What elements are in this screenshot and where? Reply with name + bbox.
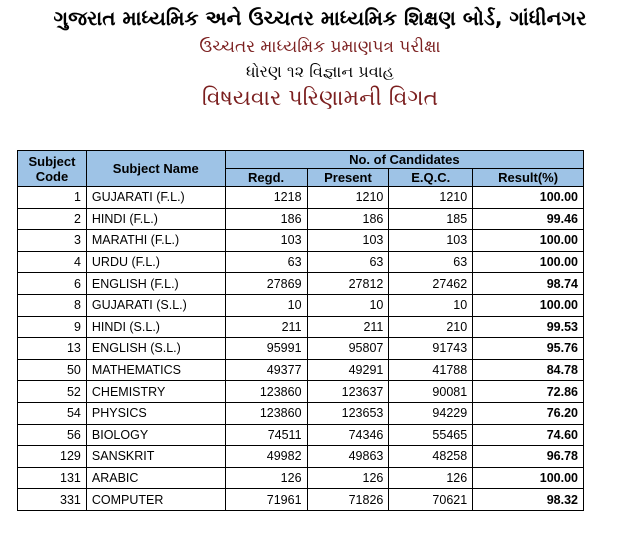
subject-name-cell: HINDI (F.L.) bbox=[86, 208, 225, 230]
eqc-cell: 27462 bbox=[389, 273, 473, 295]
present-cell: 49291 bbox=[307, 359, 389, 381]
table-row bbox=[18, 446, 584, 468]
eqc-cell: 94229 bbox=[389, 402, 473, 424]
present-cell: 95807 bbox=[307, 338, 389, 360]
subject-name-cell: SANSKRIT bbox=[86, 446, 225, 468]
eqc-cell: 1210 bbox=[389, 187, 473, 209]
subject-results-table bbox=[17, 150, 584, 511]
result-cell: 100.00 bbox=[473, 467, 584, 489]
result-cell: 96.78 bbox=[473, 446, 584, 468]
present-cell: 126 bbox=[307, 467, 389, 489]
eqc-cell: 10 bbox=[389, 294, 473, 316]
table-body bbox=[18, 187, 584, 511]
subject-code-cell: 50 bbox=[18, 359, 87, 381]
result-cell: 84.78 bbox=[473, 359, 584, 381]
table-row bbox=[18, 402, 584, 424]
subject-name-header: Subject Name bbox=[86, 151, 225, 187]
document-header bbox=[0, 0, 640, 112]
subject-code-cell: 4 bbox=[18, 251, 87, 273]
regd-cell: 95991 bbox=[225, 338, 307, 360]
regd-cell: 71961 bbox=[225, 489, 307, 511]
regd-cell: 123860 bbox=[225, 402, 307, 424]
subject-name-cell: PHYSICS bbox=[86, 402, 225, 424]
subject-name-cell: ENGLISH (F.L.) bbox=[86, 273, 225, 295]
subject-code-cell: 9 bbox=[18, 316, 87, 338]
eqc-cell: 90081 bbox=[389, 381, 473, 403]
present-header: Present bbox=[307, 169, 389, 187]
subject-name-cell: BIOLOGY bbox=[86, 424, 225, 446]
subject-code-cell: 54 bbox=[18, 402, 87, 424]
table-row bbox=[18, 316, 584, 338]
subject-code-cell: 129 bbox=[18, 446, 87, 468]
subject-code-cell: 131 bbox=[18, 467, 87, 489]
result-cell: 74.60 bbox=[473, 424, 584, 446]
subject-name-cell: ARABIC bbox=[86, 467, 225, 489]
eqc-cell: 91743 bbox=[389, 338, 473, 360]
exam-name: ઉચ્ચતર માધ્યમિક પ્રમાણપત્ર પરીક્ષા bbox=[199, 37, 441, 57]
eqc-cell: 126 bbox=[389, 467, 473, 489]
subject-code-cell: 52 bbox=[18, 381, 87, 403]
subject-code-cell: 13 bbox=[18, 338, 87, 360]
result-cell: 100.00 bbox=[473, 187, 584, 209]
result-cell: 100.00 bbox=[473, 230, 584, 252]
result-cell: 99.53 bbox=[473, 316, 584, 338]
table-row bbox=[18, 489, 584, 511]
table-row bbox=[18, 230, 584, 252]
regd-cell: 63 bbox=[225, 251, 307, 273]
eqc-cell: 63 bbox=[389, 251, 473, 273]
regd-cell: 126 bbox=[225, 467, 307, 489]
eqc-cell: 185 bbox=[389, 208, 473, 230]
table-row bbox=[18, 273, 584, 295]
result-cell: 98.74 bbox=[473, 273, 584, 295]
result-cell: 100.00 bbox=[473, 251, 584, 273]
present-cell: 63 bbox=[307, 251, 389, 273]
table-row bbox=[18, 294, 584, 316]
present-cell: 186 bbox=[307, 208, 389, 230]
table-row bbox=[18, 359, 584, 381]
table-row bbox=[18, 381, 584, 403]
eqc-header: E.Q.C. bbox=[389, 169, 473, 187]
subject-name-cell: GUJARATI (S.L.) bbox=[86, 294, 225, 316]
regd-cell: 49982 bbox=[225, 446, 307, 468]
table-row bbox=[18, 208, 584, 230]
result-cell: 98.32 bbox=[473, 489, 584, 511]
present-cell: 123653 bbox=[307, 402, 389, 424]
subject-name-cell: MATHEMATICS bbox=[86, 359, 225, 381]
present-cell: 211 bbox=[307, 316, 389, 338]
stream-name: ધોરણ ૧૨ વિજ્ઞાન પ્રવાહ bbox=[245, 62, 395, 81]
present-cell: 103 bbox=[307, 230, 389, 252]
eqc-cell: 48258 bbox=[389, 446, 473, 468]
subject-code-cell: 331 bbox=[18, 489, 87, 511]
table-row bbox=[18, 467, 584, 489]
subject-code-cell: 1 bbox=[18, 187, 87, 209]
regd-cell: 123860 bbox=[225, 381, 307, 403]
subject-name-cell: URDU (F.L.) bbox=[86, 251, 225, 273]
board-name: ગુજરાત માધ્યમિક અને ઉચ્ચતર માધ્યમિક શિક્ષણ બોર્ડ, ગાંધીનગર bbox=[53, 6, 587, 30]
result-cell: 76.20 bbox=[473, 402, 584, 424]
result-cell: 72.86 bbox=[473, 381, 584, 403]
regd-cell: 186 bbox=[225, 208, 307, 230]
table-row bbox=[18, 338, 584, 360]
eqc-cell: 210 bbox=[389, 316, 473, 338]
present-cell: 123637 bbox=[307, 381, 389, 403]
subject-code-header: Subject Code bbox=[18, 151, 87, 187]
result-cell: 95.76 bbox=[473, 338, 584, 360]
candidates-header: No. of Candidates bbox=[225, 151, 583, 169]
subject-name-cell: ENGLISH (S.L.) bbox=[86, 338, 225, 360]
present-cell: 49863 bbox=[307, 446, 389, 468]
table-row bbox=[18, 424, 584, 446]
page-title: વિષયવાર પરિણામની વિગત bbox=[201, 86, 439, 111]
regd-cell: 49377 bbox=[225, 359, 307, 381]
present-cell: 27812 bbox=[307, 273, 389, 295]
subject-code-cell: 56 bbox=[18, 424, 87, 446]
eqc-cell: 70621 bbox=[389, 489, 473, 511]
subject-code-cell: 6 bbox=[18, 273, 87, 295]
subject-code-cell: 8 bbox=[18, 294, 87, 316]
regd-cell: 1218 bbox=[225, 187, 307, 209]
subject-name-cell: COMPUTER bbox=[86, 489, 225, 511]
regd-cell: 74511 bbox=[225, 424, 307, 446]
regd-header: Regd. bbox=[225, 169, 307, 187]
present-cell: 10 bbox=[307, 294, 389, 316]
eqc-cell: 55465 bbox=[389, 424, 473, 446]
regd-cell: 211 bbox=[225, 316, 307, 338]
result-header: Result(%) bbox=[473, 169, 584, 187]
subject-code-cell: 3 bbox=[18, 230, 87, 252]
table-row bbox=[18, 187, 584, 209]
subject-name-cell: MARATHI (F.L.) bbox=[86, 230, 225, 252]
present-cell: 1210 bbox=[307, 187, 389, 209]
subject-name-cell: HINDI (S.L.) bbox=[86, 316, 225, 338]
regd-cell: 10 bbox=[225, 294, 307, 316]
eqc-cell: 41788 bbox=[389, 359, 473, 381]
present-cell: 74346 bbox=[307, 424, 389, 446]
table-row bbox=[18, 251, 584, 273]
regd-cell: 27869 bbox=[225, 273, 307, 295]
eqc-cell: 103 bbox=[389, 230, 473, 252]
result-cell: 100.00 bbox=[473, 294, 584, 316]
result-cell: 99.46 bbox=[473, 208, 584, 230]
present-cell: 71826 bbox=[307, 489, 389, 511]
subject-code-cell: 2 bbox=[18, 208, 87, 230]
regd-cell: 103 bbox=[225, 230, 307, 252]
subject-name-cell: GUJARATI (F.L.) bbox=[86, 187, 225, 209]
subject-name-cell: CHEMISTRY bbox=[86, 381, 225, 403]
